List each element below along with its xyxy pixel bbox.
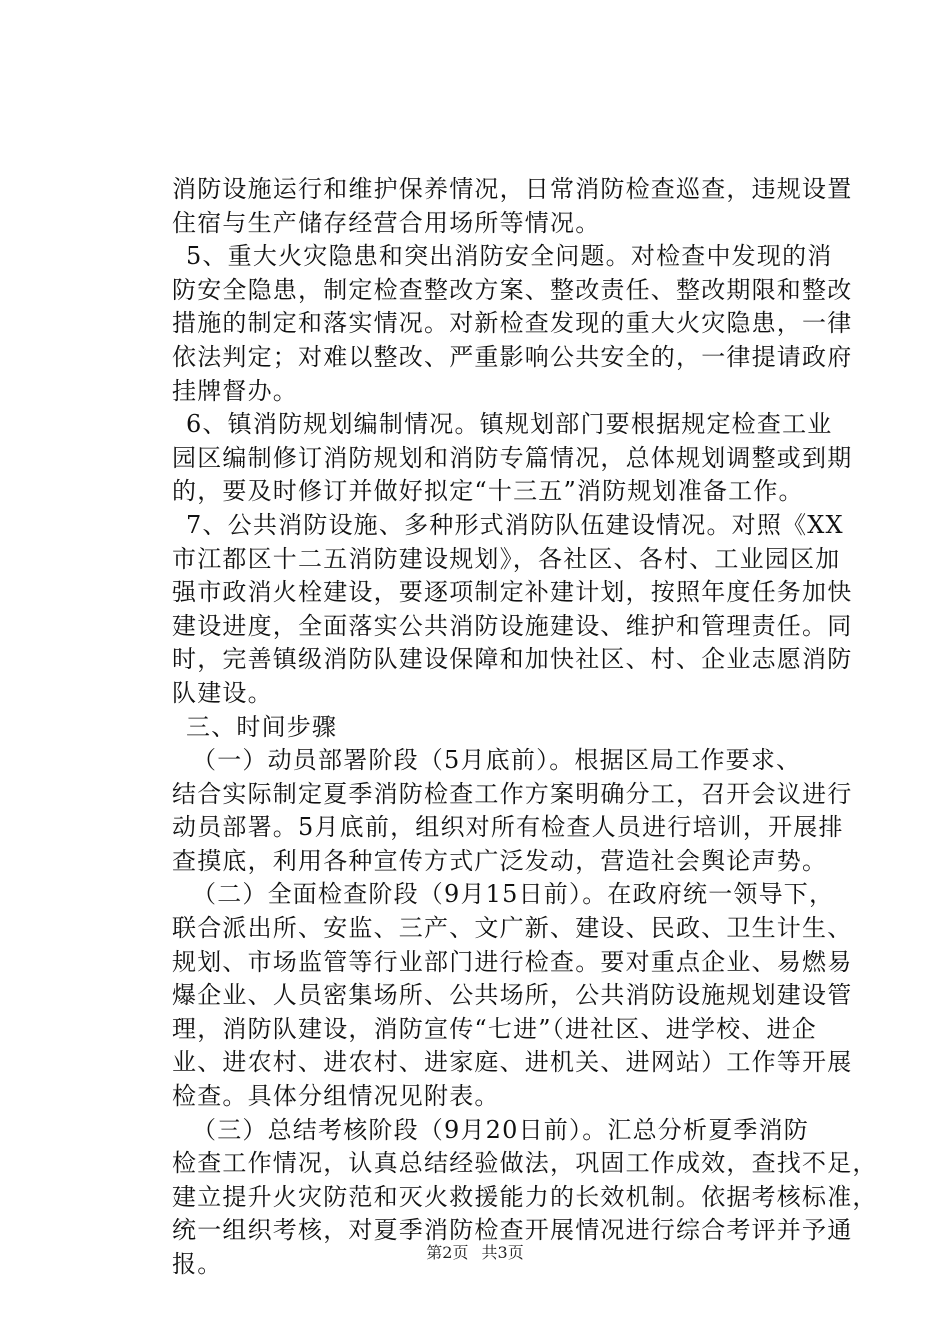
text-line: 住宿与生产储存经营合用场所等情况。 [172,208,601,237]
text-line: 强市政消火栓建设，要逐项制定补建计划，按照年度任务加快 [172,578,853,607]
text-line: 联合派出所、安监、三产、文广新、建设、民政、卫生计生、 [172,914,853,943]
page-total: 共3页 [481,1243,524,1262]
text-line: 挂牌督办。 [172,376,298,405]
text-line: 队建设。 [172,678,273,707]
text-line: 的，要及时修订并做好拟定“十三五”消防规划准备工作。 [172,477,804,506]
text-line: 市江都区十二五消防建设规划》，各社区、各村、工业园区加 [172,544,841,573]
paragraph-start-line: 5、重大火灾隐患和突出消防安全问题。对检查中发现的消 [186,242,833,271]
text-line: 依法判定；对难以整改、严重影响公共安全的，一律提请政府 [172,342,853,371]
paragraph-start-line: 7、公共消防设施、多种形式消防队伍建设情况。对照《XX [186,510,844,539]
text-line: 检查工作情况，认真总结经验做法，巩固工作成效，查找不足， [172,1149,878,1178]
paragraph-start-line: （三）总结考核阶段（9月20日前）。汇总分析夏季消防 [192,1115,810,1144]
text-line: 防安全隐患，制定检查整改方案、整改责任、整改期限和整改 [172,275,853,304]
paragraph-start-line: （二）全面检查阶段（9月15日前）。在政府统一领导下， [192,880,835,909]
paragraph-start-line: （一）动员部署阶段（5月底前）。根据区局工作要求、 [192,746,802,775]
section-heading: 三、时间步骤 [186,712,338,741]
document-body [172,173,878,1282]
text-line: 消防设施运行和维护保养情况，日常消防检查巡查，违规设置 [172,175,853,203]
text-line: 时，完善镇级消防队建设保障和加快社区、村、企业志愿消防 [172,645,853,674]
text-line: 动员部署。5月底前，组织对所有检查人员进行培训，开展排 [172,813,844,842]
text-line: 报。 [172,1250,223,1278]
text-line: 园区编制修订消防规划和消防专篇情况，总体规划调整或到期 [172,443,853,472]
page-number: 第2页 [426,1243,469,1262]
text-line: 结合实际制定夏季消防检查工作方案明确分工，召开会议进行 [172,779,853,808]
text-line: 统一组织考核，对夏季消防检查开展情况进行综合考评并予通 [172,1216,853,1245]
text-line: 建设进度，全面落实公共消防设施建设、维护和管理责任。同 [172,611,853,640]
text-line: 建立提升火灾防范和灭火救援能力的长效机制。依据考核标准， [172,1182,878,1211]
text-line: 检查。具体分组情况见附表。 [172,1082,500,1111]
text-line: 查摸底，利用各种宣传方式广泛发动，营造社会舆论声势。 [172,846,828,875]
text-line: 规划、市场监管等行业部门进行检查。要对重点企业、易燃易 [172,947,853,976]
text-line: 爆企业、人员密集场所、公共场所，公共消防设施规划建设管 [172,981,853,1010]
page-footer [0,1243,950,1263]
text-line: 措施的制定和落实情况。对新检查发现的重大火灾隐患，一律 [172,309,853,338]
paragraph-start-line: 6、镇消防规划编制情况。镇规划部门要根据规定检查工业 [186,410,833,439]
text-line: 业、进农村、进农村、进家庭、进机关、进网站）工作等开展 [172,1048,853,1077]
text-line: 理，消防队建设，消防宣传“七进”（进社区、进学校、进企 [172,1014,817,1043]
